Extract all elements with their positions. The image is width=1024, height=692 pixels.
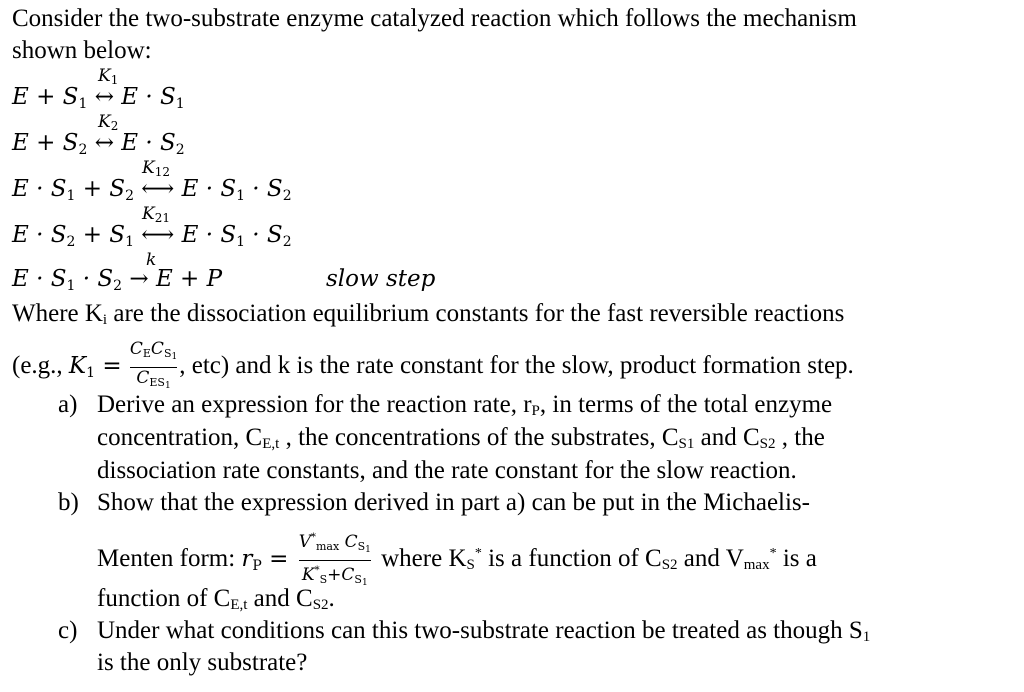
question-a-line-3: dissociation rate constants, and the rate constant for the slow reaction. [97,457,797,484]
question-b-line-1: Show that the expression derived in part a) can be put in the Michaelis- [97,489,810,516]
k1-fraction: $\frac{CECS_1}{CES_1}$ [129,339,178,391]
definition-line-2: (e.g., K1 = $\frac{CECS_1}{CES_1}$ , etc) and k is the rate constant for the slow, product formation step. [12,339,854,396]
reaction-3-equation: E · S1 + S2 ⟷ E · S1 · S2 [12,176,292,204]
reaction-5-equation: E · S1 · S2 → E + P [12,266,223,294]
question-c-line-2: is the only substrate? [97,649,308,676]
reaction-1-constant: K1 [98,66,119,87]
reaction-2-equation: E + S2 ↔ E · S2 [12,130,185,158]
reaction-2-constant: K2 [98,112,119,133]
question-b-line-3: function of $C_{E,t}$ and $C_{S2}$. [97,585,335,613]
slow-step-note: slow step [326,266,436,292]
question-c-marker: c) [58,617,78,644]
reaction-4-constant: K21 [142,204,170,225]
question-a-line-1: Derive an expression for the reaction rate, $r_P$, in terms of the total enzyme [97,391,833,419]
question-b-marker: b) [58,489,79,516]
definition-line-1: Where $K_i$ are the dissociation equilibrium constants for the fast reversible reactions [12,300,845,328]
question-b-line-2: Menten form: rP = $\frac{V^*\max CS_1}{K^*S+CS_1}$ where $K_S^*$ is a function of $C_{S2}$ and $V_{max}^*$ is a [97,528,817,593]
reaction-1-equation: E + S1 ↔ E · S1 [12,84,185,112]
reaction-4-equation: E · S2 + S1 ⟷ E · S1 · S2 [12,222,292,250]
intro-line-1: Consider the two-substrate enzyme catalyzed reaction which follows the mechanism [12,5,857,32]
question-a-line-2: concentration, $C_{E,t}$ , the concentrations of the substrates, $C_{S1}$ and $C_{S2}$ , the [97,424,825,452]
question-a-marker: a) [58,391,78,418]
intro-line-2: shown below: [12,37,152,64]
reaction-5-constant: k [146,250,157,270]
reaction-3-constant: K12 [142,158,170,179]
michaelis-menten-fraction: $\frac{V^*\max CS_1}{K^*S+CS_1}$ [298,532,371,588]
question-c-line-1: Under what conditions can this two-substrate reaction be treated as though $S_1$ [97,617,871,645]
